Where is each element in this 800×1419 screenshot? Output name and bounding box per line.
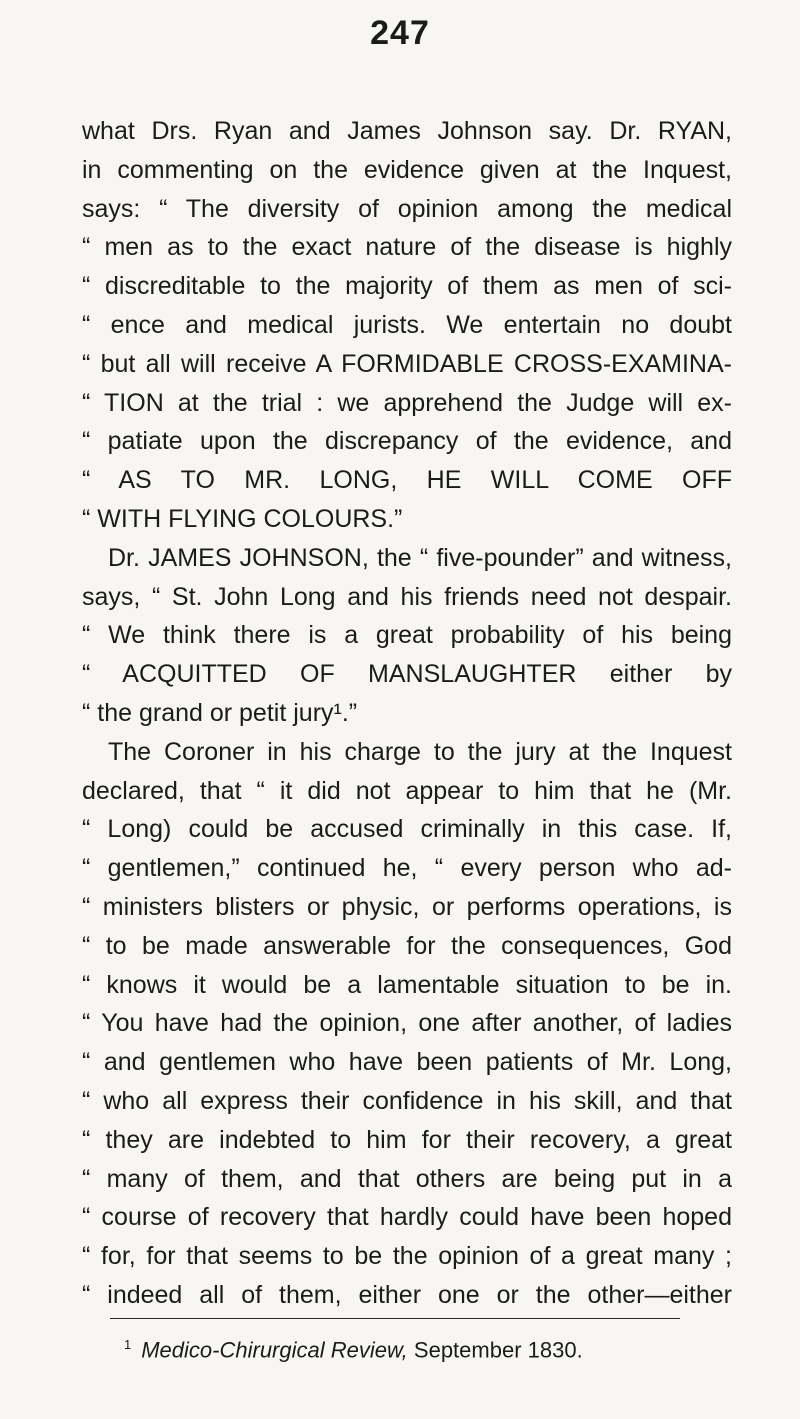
text-line: “ AS TO MR. LONG, HE WILL COME OFF: [82, 466, 732, 495]
text-line: “ indeed all of them, either one or the other—either: [82, 1280, 732, 1309]
page-number: 247: [370, 14, 430, 52]
body-text: [82, 112, 732, 1315]
text-line: in commenting on the evidence given at the Inquest,: [82, 155, 732, 184]
text-line: “ discreditable to the majority of them as men of sci-: [82, 272, 732, 301]
text-line: “ TION at the trial : we apprehend the Judge will ex-: [82, 388, 732, 417]
text-line: “ men as to the exact nature of the disease is highly: [82, 233, 732, 262]
footnote-source: Medico-Chirurgical Review,: [141, 1337, 408, 1363]
text-line: “ for, for that seems to be the opinion of a great many ;: [82, 1242, 732, 1271]
text-line: “ who all express their confidence in his skill, and that: [82, 1086, 732, 1115]
text-line: “ Long) could be accused criminally in this case. If,: [82, 815, 732, 844]
text-line: “ the grand or petit jury¹.”: [82, 698, 358, 727]
text-line: “ ence and medical jurists. We entertain no doubt: [82, 310, 732, 339]
text-line: declared, that “ it did not appear to him that he (Mr.: [82, 776, 732, 805]
footnote: [124, 1330, 744, 1365]
footnote-marker: 1: [124, 1337, 132, 1352]
text-line: “ patiate upon the discrepancy of the evidence, and: [82, 427, 732, 456]
text-line: “ but all will receive A FORMIDABLE CROSS-EXAMINA-: [82, 349, 732, 378]
text-line: “ ministers blisters or physic, or performs operations, is: [82, 892, 732, 921]
footnote-date: September 1830.: [413, 1337, 583, 1363]
text-line: “ ACQUITTED OF MANSLAUGHTER either by: [82, 660, 732, 689]
text-line: “ WITH FLYING COLOURS.”: [82, 504, 403, 533]
text-line: “ and gentlemen who have been patients of Mr. Long,: [82, 1048, 732, 1077]
text-line: “ they are indebted to him for their recovery, a great: [82, 1125, 732, 1154]
text-line: says: “ The diversity of opinion among the medical: [82, 194, 732, 223]
text-line: “ many of them, and that others are being put in a: [82, 1164, 732, 1193]
text-line: “ knows it would be a lamentable situation to be in.: [82, 970, 732, 999]
text-line: The Coroner in his charge to the jury at the Inquest: [108, 737, 732, 766]
footnote-divider: [110, 1318, 680, 1319]
text-line: says, “ St. John Long and his friends need not despair.: [82, 582, 732, 611]
text-line: Dr. JAMES JOHNSON, the “ five-pounder” and witness,: [108, 543, 732, 572]
text-line: what Drs. Ryan and James Johnson say. Dr. RYAN,: [82, 117, 732, 145]
text-line: “ gentlemen,” continued he, “ every person who ad-: [82, 854, 732, 883]
text-line: “ course of recovery that hardly could have been hoped: [82, 1203, 732, 1232]
text-line: “ You have had the opinion, one after another, of ladies: [82, 1009, 732, 1038]
text-line: “ to be made answerable for the consequences, God: [82, 931, 732, 960]
text-line: “ We think there is a great probability of his being: [82, 621, 732, 650]
